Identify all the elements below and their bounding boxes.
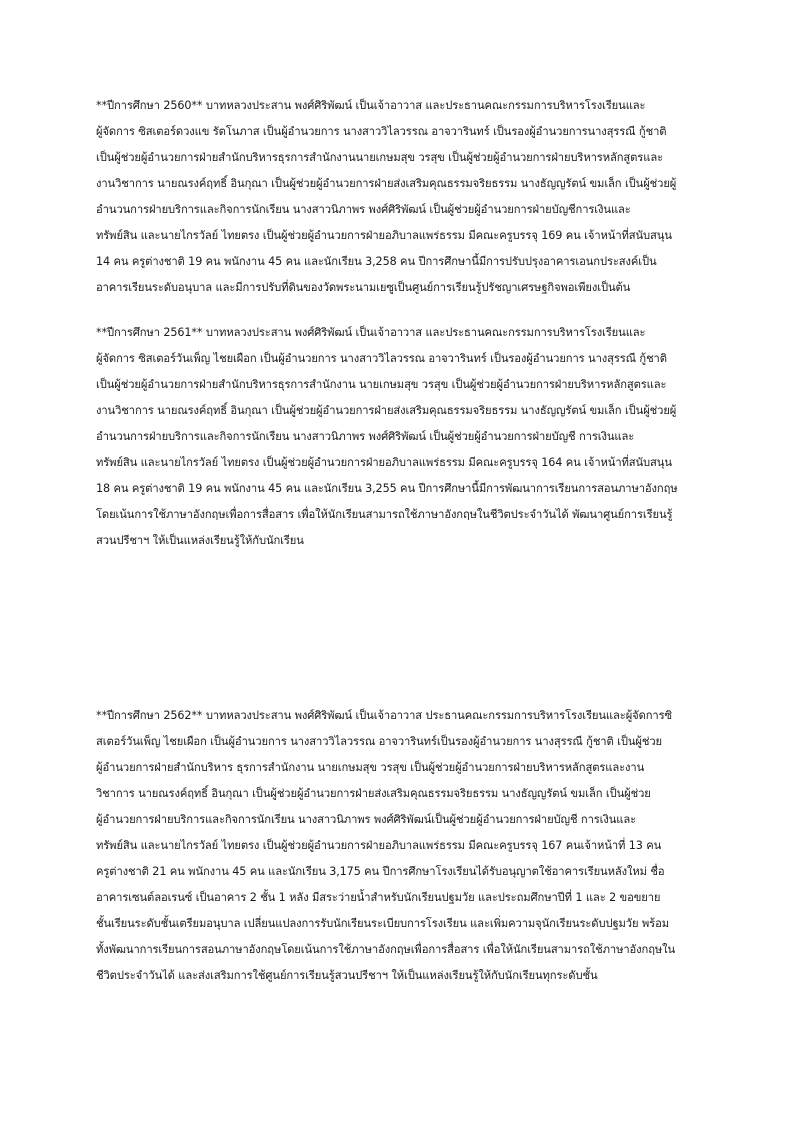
- text-line: อาคารเซนต์ลอเรนซ์ เป็นอาคาร 2 ชั้น 1 หลัง มีสระว่ายน้ำสำหรับนักเรียนปฐมวัย และประถมศึกษาปีที่ 1 และ 2 ขอขยาย: [96, 891, 661, 904]
- paragraph-year-2560: [96, 93, 706, 301]
- text-line: วิชาการ นายณรงค์ฤทธิ์ อินกุณา เป็นผู้ช่วยผู้อำนวยการฝ่ายส่งเสริมคุณธรรมจริยธรรม นางธัญญรัตน์ ขมเล็ก เป็นผู้ช่วย: [96, 787, 651, 800]
- text-line: ผู้อำนวยการฝ่ายสำนักบริหาร ธุรการสำนักงาน นายเกษมสุข วรสุข เป็นผู้ช่วยผู้อำนวยการฝ่ายบริหารหลักสูตรและงาน: [96, 761, 645, 774]
- text-line: อาคารเรียนระดับอนุบาล และมีการปรับที่ดินของวัดพระนามเยซูเป็นศูนย์การเรียนรู้ปรัชญาเศรษฐกิจพอเพียงเป็นต้น: [96, 281, 631, 294]
- paragraph-year-2561: [96, 320, 706, 554]
- text-line: สวนปรีชาฯ ให้เป็นแหล่งเรียนรู้ให้กับนักเรียน: [96, 534, 304, 547]
- text-line: ผู้อำนวยการฝ่ายบริการและกิจการนักเรียน นางสาวนิภาพร พงศ์ศิริพัฒน์เป็นผู้ช่วยผู้อำนวยการฝ่ายบัญชี การเงินและ: [96, 813, 637, 826]
- text-line: เป็นผู้ช่วยผู้อำนวยการฝ่ายสำนักบริหารธุรการสำนักงานนายเกษมสุข วรสุข เป็นผู้ช่วยผู้อำนวยการฝ่ายบริหารหลักสูตรและ: [96, 151, 663, 164]
- text-line: ชีวิตประจำวันได้ และส่งเสริมการใช้ศูนย์การเรียนรู้สวนปรีชาฯ ให้เป็นแหล่งเรียนรู้ให้กับนักเรียนทุกระดับชั้น: [96, 969, 598, 982]
- text-line: งานวิชาการ นายณรงค์ฤทธิ์ อินกุณา เป็นผู้ช่วยผู้อำนวยการฝ่ายส่งเสริมคุณธรรมจริยธรรม นางธัญญรัตน์ ขมเล็ก เป็นผู้ช่วยผู้: [96, 177, 677, 190]
- text-line: ทรัพย์สิน และนายไกรวัลย์ ไทยตรง เป็นผู้ช่วยผู้อำนวยการฝ่ายอภิบาลแพร่ธรรม มีคณะครูบรรจุ 164 คน เจ้าหน้าที่สนับสนุน: [96, 456, 672, 469]
- text-line: 18 คน ครูต่างชาติ 19 คน พนักงาน 45 คน และนักเรียน 3,255 คน ปีการศึกษานี้มีการพัฒนาการเรียนการสอนภาษาอังกฤษ: [96, 482, 678, 495]
- text-line: ผู้จัดการ ซิสเตอร์ดวงแข รัตโนภาส เป็นผู้อำนวยการ นางสาววิไลวรรณ อาจวารินทร์ เป็นรองผู้อำนวยการนางสุรรณี กู้ชาติ: [96, 125, 667, 138]
- text-line: ทรัพย์สิน และนายไกรวัลย์ ไทยตรง เป็นผู้ช่วยผู้อำนวยการฝ่ายอภิบาลแพร่ธรรม มีคณะครูบรรจุ 169 คน เจ้าหน้าที่สนับสนุน: [96, 229, 672, 242]
- text-line: ผู้จัดการ ซิสเตอร์วันเพ็ญ ไชยเผือก เป็นผู้อำนวยการ นางสาววิไลวรรณ อาจวารินทร์ เป็นรองผู้อำนวยการ นางสุรรณี กู้ชาติ: [96, 352, 667, 365]
- text-line: งานวิชาการ นายณรงค์ฤทธิ์ อินกุณา เป็นผู้ช่วยผู้อำนวยการฝ่ายส่งเสริมคุณธรรมจริยธรรม นางธัญญรัตน์ ขมเล็ก เป็นผู้ช่วยผู้: [96, 404, 677, 417]
- text-line: 14 คน ครูต่างชาติ 19 คน พนักงาน 45 คน และนักเรียน 3,258 คน ปีการศึกษานี้มีการปรับปรุงอาคารเอนกประสงค์เป็น: [96, 255, 657, 268]
- text-line: ทั้งพัฒนาการเรียนการสอนภาษาอังกฤษโดยเน้นการใช้ภาษาอังกฤษเพื่อการสื่อสาร เพื่อให้นักเรียนสามารถใช้ภาษาอังกฤษใน: [96, 943, 676, 956]
- text-line: **ปีการศึกษา 2561** บาทหลวงประสาน พงศ์ศิริพัฒน์ เป็นเจ้าอาวาส และประธานคณะกรรมการบริหารโรงเรียนและ: [96, 326, 646, 339]
- text-line: ทรัพย์สิน และนายไกรวัลย์ ไทยตรง เป็นผู้ช่วยผู้อำนวยการฝ่ายอภิบาลแพร่ธรรม มีคณะครูบรรจุ 167 คนเจ้าหน้าที่ 13 คน: [96, 839, 662, 852]
- text-line: เป็นผู้ช่วยผู้อำนวยการฝ่ายสำนักบริหารธุรการสำนักงาน นายเกษมสุข วรสุข เป็นผู้ช่วยผู้อำนวยการฝ่ายบริหารหลักสูตรและ: [96, 378, 667, 391]
- text-line: ชั้นเรียนระดับชั้นเตรียมอนุบาล เปลี่ยนแปลงการรับนักเรียนระเบียบการโรงเรียน และเพิ่มความจุนักเรียนระดับปฐมวัย พร้อม: [96, 917, 669, 930]
- text-line: **ปีการศึกษา 2562** บาทหลวงประสาน พงศ์ศิริพัฒน์ เป็นเจ้าอาวาส ประธานคณะกรรมการบริหารโรงเรียนและผู้จัดการซิ: [96, 709, 673, 722]
- text-line: สเตอร์วันเพ็ญ ไชยเผือก เป็นผู้อำนวยการ นางสาววิไลวรรณ อาจวารินทร์เป็นรองผู้อำนวยการ นางสุรรณี กู้ชาติ เป็นผู้ช่วย: [96, 735, 662, 748]
- text-line: อำนวนการฝ่ายบริการและกิจการนักเรียน นางสาวนิภาพร พงศ์ศิริพัฒน์ เป็นผู้ช่วยผู้อำนวยการฝ่ายบัญชีการเงินและ: [96, 203, 631, 216]
- text-line: อำนวนการฝ่ายบริการและกิจการนักเรียน นางสาวนิภาพร พงศ์ศิริพัฒน์ เป็นผู้ช่วยผู้อำนวยการฝ่ายบัญชี การเงินและ: [96, 430, 635, 443]
- text-line: โดยเน้นการใช้ภาษาอังกฤษเพื่อการสื่อสาร เพื่อให้นักเรียนสามารถใช้ภาษาอังกฤษในชีวิตประจำวันได้ พัฒนาศูนย์การเรียนรู้: [96, 508, 673, 521]
- text-line: ครูต่างชาติ 21 คน พนักงาน 45 คน และนักเรียน 3,175 คน ปีการศึกษาโรงเรียนได้รับอนุญาตใช้อาคารเรียนหลังใหม่ ชื่อ: [96, 865, 665, 878]
- paragraph-year-2562: [96, 703, 706, 989]
- text-line: **ปีการศึกษา 2560** บาทหลวงประสาน พงศ์ศิริพัฒน์ เป็นเจ้าอาวาส และประธานคณะกรรมการบริหารโรงเรียนและ: [96, 99, 646, 112]
